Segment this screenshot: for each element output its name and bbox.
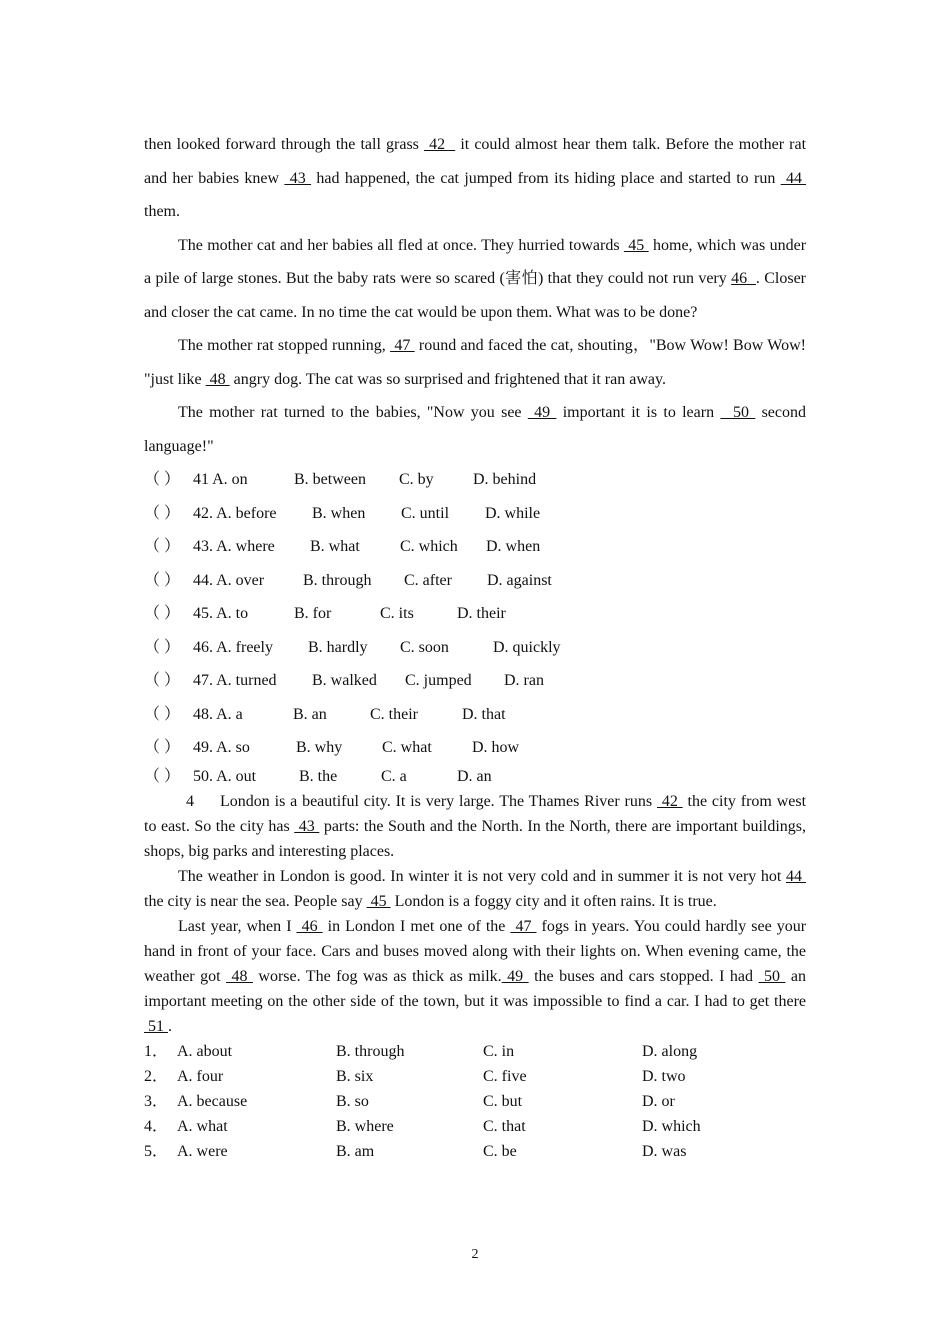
- text: . Closer and closer the cat came. In no time the cat would be upon them. What was to be done?: [144, 270, 806, 321]
- blank-42: 42: [423, 136, 456, 153]
- question-row: [144, 698, 806, 732]
- text: fogs in years. You could hardly see your hand in front of your face. Cars and buses moved along with their lights on. When evening came, the weather got: [144, 917, 807, 985]
- passage3-paragraph-1: [144, 128, 806, 229]
- text: London is a foggy city and it often rains. It is true.: [390, 892, 717, 910]
- blank-43: 43: [294, 817, 320, 835]
- text: it could almost hear them talk. Before the mother rat and her babies knew: [144, 136, 807, 187]
- text: London is a beautiful city. It is very large. The Thames River runs: [220, 792, 657, 810]
- option-b: B. where: [336, 1117, 394, 1135]
- option-b: B. between: [294, 471, 366, 488]
- option-a: 43. A. where: [193, 538, 275, 555]
- option-c: C. by: [399, 471, 434, 488]
- text: an important meeting on the other side of the town, but it was impossible to find a car. I had to get there: [144, 967, 807, 1010]
- question-number: 5．: [144, 1142, 169, 1160]
- option-b: B. an: [293, 705, 327, 723]
- option-d: D. ran: [504, 672, 544, 689]
- option-list-4: [144, 1039, 806, 1164]
- question-row: [144, 597, 806, 631]
- question-row: [144, 664, 806, 698]
- text: Last year, when I: [178, 917, 297, 935]
- option-a: A. four: [177, 1067, 224, 1085]
- passage3-paragraph-2: [144, 229, 806, 330]
- passage4-paragraph-3: [144, 914, 806, 1039]
- question-row: [144, 530, 806, 564]
- question-number: 1．: [144, 1042, 169, 1060]
- answer-bracket: （ ）: [144, 605, 181, 622]
- answer-bracket: （ ）: [144, 672, 181, 689]
- blank-49: 49: [501, 967, 529, 985]
- option-b: B. through: [303, 571, 372, 589]
- option-row: [144, 1139, 806, 1164]
- option-b: B. six: [336, 1067, 374, 1085]
- option-c: C. five: [483, 1067, 527, 1085]
- option-a: 49. A. so: [193, 739, 250, 756]
- option-d: D. against: [487, 571, 552, 589]
- option-d: D. quickly: [493, 638, 561, 656]
- option-row: [144, 1089, 806, 1114]
- text: The mother rat stopped running,: [178, 337, 391, 354]
- text: the city is near the sea. People say: [144, 892, 367, 910]
- option-d: D. an: [457, 767, 492, 785]
- text: had happened, the cat jumped from its hiding place and started to run: [311, 169, 781, 187]
- option-d: D. their: [457, 605, 506, 622]
- option-c: C. in: [483, 1042, 515, 1060]
- text: parts: the South and the North. In the North, there are important buildings, shops, big parks and interesting places.: [144, 817, 807, 860]
- option-a: 44. A. over: [193, 571, 265, 589]
- option-b: B. through: [336, 1042, 405, 1060]
- option-d: D. how: [472, 739, 520, 756]
- text: The mother cat and her babies all fled at once. They hurried towards: [178, 236, 624, 254]
- question-number: 4．: [144, 1117, 169, 1135]
- passage-number: 4: [186, 792, 194, 810]
- option-row: [144, 1039, 806, 1064]
- blank-45: 45: [366, 892, 391, 910]
- option-a: A. were: [177, 1142, 228, 1160]
- option-d: D. when: [486, 538, 541, 555]
- blank-45: 45: [623, 236, 649, 254]
- text: The mother rat turned to the babies, "Now you see: [178, 404, 528, 421]
- answer-bracket: （ ）: [144, 571, 181, 589]
- option-a: A. what: [177, 1117, 228, 1135]
- text: The weather in London is good. In winter it is not very cold and in summer it is not very hot: [178, 867, 786, 885]
- option-d: D. two: [642, 1067, 686, 1085]
- passage4-paragraph-2: [144, 864, 806, 914]
- passage4-paragraph-1: [144, 789, 806, 864]
- text: important it is to learn: [556, 404, 721, 421]
- question-row: [144, 497, 806, 531]
- text: .: [168, 1017, 172, 1035]
- option-row: [144, 1064, 806, 1089]
- option-b: B. when: [312, 504, 366, 522]
- option-c: C. what: [382, 739, 432, 756]
- text: second language!": [144, 404, 807, 455]
- question-row: [144, 463, 806, 497]
- option-a: 41 A. on: [193, 471, 248, 488]
- option-a: 46. A. freely: [193, 638, 273, 656]
- option-a: 47. A. turned: [193, 672, 277, 689]
- option-d: D. while: [485, 504, 541, 522]
- option-b: B. what: [310, 538, 360, 555]
- answer-bracket: （ ）: [144, 504, 181, 522]
- question-row: [144, 731, 806, 765]
- option-b: B. so: [336, 1092, 369, 1110]
- text: then looked forward through the tall grass: [144, 136, 424, 153]
- option-a: 45. A. to: [193, 605, 249, 622]
- blank-44: 44: [786, 867, 806, 885]
- option-c: C. soon: [400, 638, 449, 656]
- blank-50: 50: [720, 404, 756, 421]
- text: in London I met one of the: [322, 917, 511, 935]
- blank-42: 42: [656, 792, 683, 810]
- answer-bracket: （ ）: [144, 471, 181, 488]
- answer-bracket: （ ）: [144, 538, 181, 555]
- answer-bracket: （ ）: [144, 767, 181, 785]
- text: home, which was under a pile of large stones. But the baby rats were so scared (害怕) that they could not run very: [144, 236, 807, 287]
- text: them.: [144, 203, 180, 220]
- passage3-paragraph-4: [144, 396, 806, 463]
- blank-43: 43: [284, 169, 312, 187]
- option-c: C. their: [370, 705, 418, 723]
- question-number: 3．: [144, 1092, 169, 1110]
- option-b: B. walked: [312, 672, 377, 689]
- text: round and faced the cat, shouting，"Bow Wow! Bow Wow! "just like: [144, 337, 806, 388]
- option-c: C. until: [401, 504, 450, 522]
- option-a: 48. A. a: [193, 705, 243, 723]
- question-list-3: [144, 463, 806, 789]
- option-row: [144, 1114, 806, 1139]
- option-c: C. be: [483, 1142, 517, 1160]
- blank-46: 46: [296, 917, 323, 935]
- option-c: C. which: [400, 538, 458, 555]
- document-page: [144, 128, 806, 1164]
- option-b: B. why: [296, 739, 343, 756]
- text: angry dog. The cat was so surprised and frightened that it ran away.: [229, 370, 666, 388]
- text: worse. The fog was as thick as milk.: [252, 967, 502, 985]
- question-row: [144, 631, 806, 665]
- blank-47: 47: [510, 917, 537, 935]
- text: the buses and cars stopped. I had: [528, 967, 759, 985]
- option-c: C. its: [380, 605, 414, 622]
- blank-48: 48: [226, 967, 253, 985]
- option-c: C. after: [404, 571, 452, 589]
- option-b: B. hardly: [308, 638, 368, 656]
- blank-46: 46: [731, 270, 756, 287]
- option-a: 42. A. before: [193, 504, 277, 522]
- option-b: B. for: [294, 605, 332, 622]
- option-b: B. am: [336, 1142, 375, 1160]
- option-d: D. behind: [473, 471, 537, 488]
- option-d: D. or: [642, 1092, 675, 1110]
- option-a: A. because: [177, 1092, 248, 1110]
- option-d: D. that: [462, 705, 506, 723]
- page-number: 2: [471, 1247, 479, 1262]
- blank-47: 47: [390, 337, 415, 354]
- option-c: C. a: [381, 767, 407, 785]
- option-c: C. that: [483, 1117, 526, 1135]
- option-c: C. jumped: [405, 672, 472, 689]
- blank-51: 51: [144, 1017, 168, 1035]
- passage3-paragraph-3: [144, 329, 806, 396]
- question-row: [144, 765, 806, 789]
- option-c: C. but: [483, 1092, 523, 1110]
- option-d: D. along: [642, 1042, 698, 1060]
- blank-50: 50: [758, 967, 786, 985]
- option-b: B. the: [299, 767, 338, 785]
- question-row: [144, 564, 806, 598]
- blank-48: 48: [205, 370, 230, 388]
- text: the city from west to east. So the city has: [144, 792, 807, 835]
- question-number: 2．: [144, 1067, 169, 1085]
- option-d: D. was: [642, 1142, 687, 1160]
- answer-bracket: （ ）: [144, 739, 181, 756]
- option-a: 50. A. out: [193, 767, 257, 785]
- option-a: A. about: [177, 1042, 233, 1060]
- answer-bracket: （ ）: [144, 705, 181, 723]
- answer-bracket: （ ）: [144, 638, 181, 656]
- blank-49: 49: [527, 404, 557, 421]
- option-d: D. which: [642, 1117, 701, 1135]
- blank-44: 44: [780, 169, 807, 187]
